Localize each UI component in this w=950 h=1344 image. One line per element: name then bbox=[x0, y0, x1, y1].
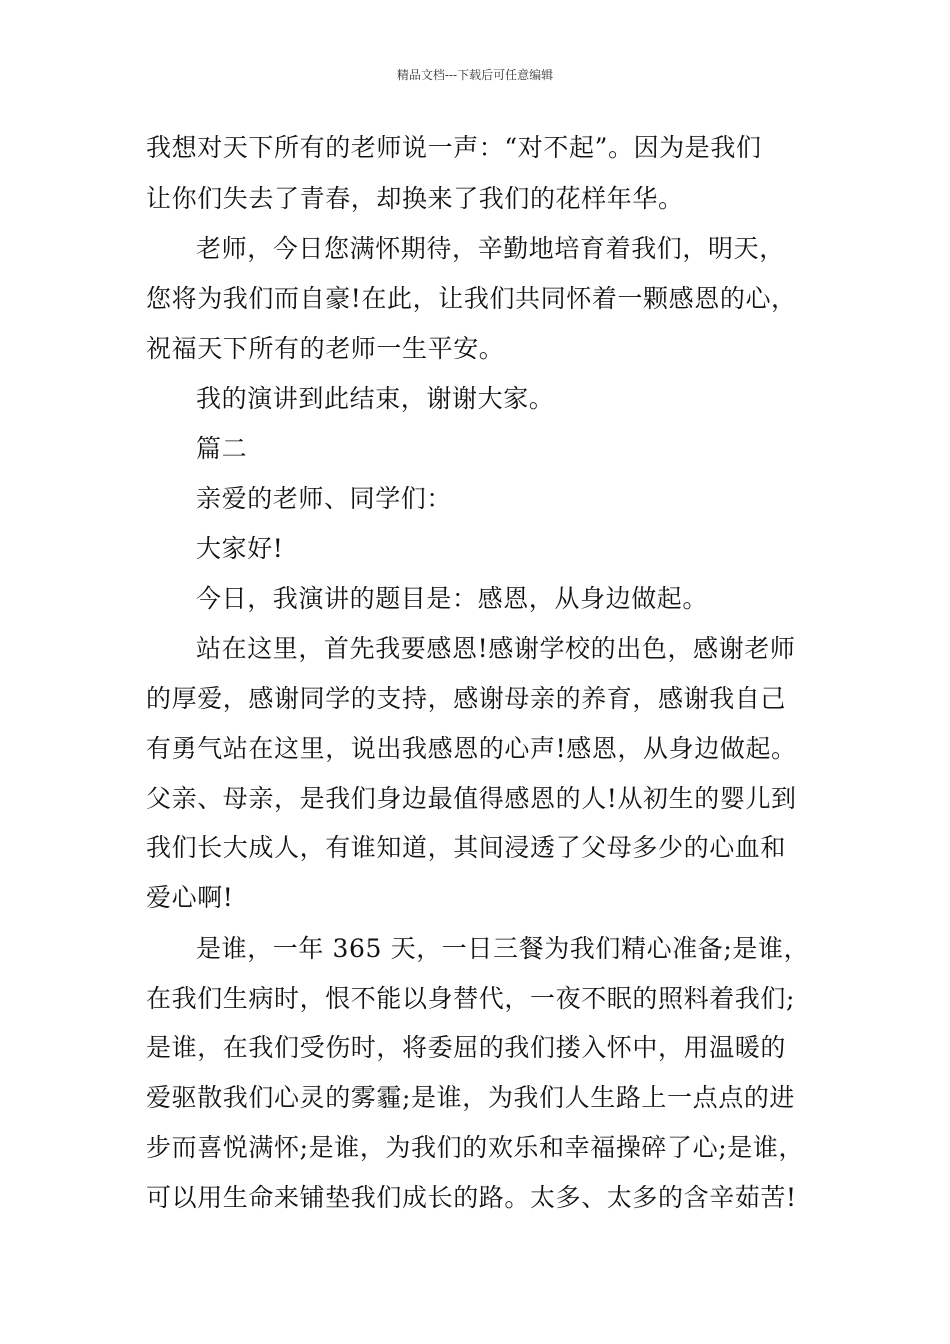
paragraph-line: 的厚爱，感谢同学的支持，感谢母亲的养育，感谢我自己 bbox=[146, 684, 787, 713]
paragraph-line: 亲爱的老师、同学们： bbox=[196, 484, 453, 513]
paragraph-line: 祝福天下所有的老师一生平安。 bbox=[146, 334, 505, 363]
paragraph-line: 今日，我演讲的题目是：感恩，从身边做起。 bbox=[196, 584, 709, 613]
paragraph-line: 让你们失去了青春，却换来了我们的花样年华。 bbox=[146, 184, 684, 213]
paragraph-line: 爱心啊! bbox=[146, 883, 234, 912]
paragraph-line: 站在这里，首先我要感恩!感谢学校的出色，感谢老师 bbox=[196, 634, 796, 663]
page-header: 精品文档---下载后可任意编辑 bbox=[396, 68, 554, 82]
paragraph-line: 您将为我们而自豪!在此，让我们共同怀着一颗感恩的心， bbox=[146, 284, 797, 313]
paragraph-line: 大家好! bbox=[196, 534, 284, 563]
paragraph-line: 我们长大成人，有谁知道，其间浸透了父母多少的心血和 bbox=[146, 833, 787, 862]
paragraph-line: 有勇气站在这里，说出我感恩的心声!感恩，从身边做起。 bbox=[146, 734, 797, 763]
paragraph-line: 老师，今日您满怀期待，辛勤地培育着我们，明天， bbox=[196, 234, 785, 263]
paragraph-line: 是谁，在我们受伤时，将委屈的我们搂入怀中，用温暖的 bbox=[146, 1033, 787, 1062]
paragraph-line: 可以用生命来铺垫我们成长的路。太多、太多的含辛茹苦! bbox=[146, 1183, 797, 1212]
paragraph-line: 我想对天下所有的老师说一声：“对不起”。因为是我们 bbox=[146, 133, 762, 162]
paragraph-line: 是谁，一年 365 天，一日三餐为我们精心准备;是谁， bbox=[196, 934, 810, 963]
section-heading: 篇二 bbox=[196, 434, 248, 463]
paragraph-line: 步而喜悦满怀;是谁，为我们的欢乐和幸福操碎了心;是谁， bbox=[146, 1133, 805, 1162]
paragraph-line: 在我们生病时，恨不能以身替代，一夜不眠的照料着我们; bbox=[146, 984, 796, 1013]
paragraph-line: 父亲、母亲，是我们身边最值得感恩的人!从初生的婴儿到 bbox=[146, 784, 797, 813]
paragraph-line: 我的演讲到此结束，谢谢大家。 bbox=[196, 384, 555, 413]
paragraph-line: 爱驱散我们心灵的雾霾;是谁，为我们人生路上一点点的进 bbox=[146, 1083, 796, 1112]
